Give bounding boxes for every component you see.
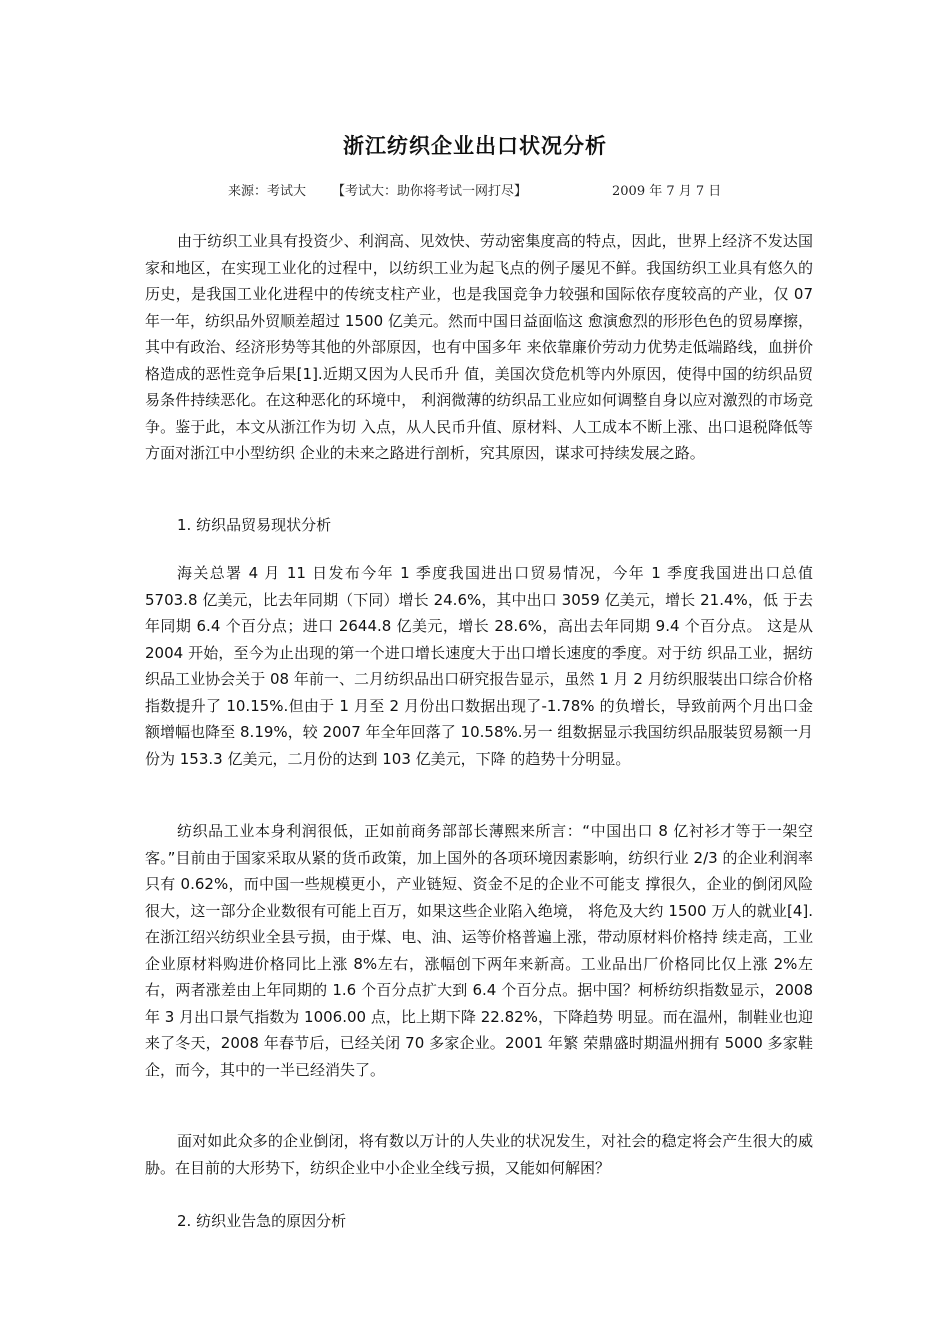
section-heading-2: 2. 纺织业告急的原因分析 [177, 1212, 347, 1230]
profit-paragraph: 纺织品工业本身利润很低，正如前商务部部长薄熙来所言：“中国出口 8 亿衬衫才等于一架空客。”目前由于国家采取从紧的货币政策，加上国外的各项环境因素影响，纺织行业 2/3 的企业利润率只有 0.62%，而中国一些规模更小，产业链短、资金不足的企业不可能支 撑很久，企业的倒闭风险很大，这一部分企业数很有可能上百万，如果这些企业陷入绝境， 将危及大约 1500 万人的就业[4].在浙江绍兴纺织业全县亏损，由于煤、电、油、运等价格普遍上涨，带动原材料价格持 续走高，工业企业原材料购进价格同比上涨 8%左右，涨幅创下两年来新高。工业品出厂价格同比仅上涨 2%左右，两者涨差由上年同期的 1.6 个百分点扩大到 6.4 个百分点。据中国？柯桥纺织指数显示，2008 年 3 月出口景气指数为 1006.00 点，比上期下降 22.82%，下降趋势 明显。而在温州，制鞋业也迎来了冬天，2008 年春节后，已经关闭 70 多家企业。2001 年繁 荣鼎盛时期温州拥有 5000 多家鞋企，而今，其中的一半已经消失了。 [145, 822, 813, 1079]
section-heading-1: 1. 纺织品贸易现状分析 [177, 516, 332, 534]
intro-paragraph: 由于纺织工业具有投资少、利润高、见效快、劳动密集度高的特点，因此，世界上经济不发达国家和地区，在实现工业化的过程中，以纺织工业为起飞点的例子屡见不鲜。我国纺织工业具有悠久的历史，是我国工业化进程中的传统支柱产业，也是我国竞争力较强和国际依存度较高的产业，仅 07 年一年，纺织品外贸顺差超过 1500 亿美元。然而中国日益面临这 愈演愈烈的形形色色的贸易摩擦，其中有政治、经济形势等其他的外部原因，也有中国多年 来依靠廉价劳动力优势走低端路线，血拼价格造成的恶性竞争后果[1].近期又因为人民币升 值，美国次贷危机等内外原因，使得中国的纺织品贸易条件持续恶化。在这种恶化的环境中， 利润微薄的纺织品工业应如何调整自身以应对激烈的市场竞争。鉴于此，本文从浙江作为切 入点，从人民币升值、原材料、人工成本不断上涨、出口退税降低等方面对浙江中小型纺织 企业的未来之路进行剖析，究其原因，谋求可持续发展之路。 [145, 232, 813, 462]
trade-status-paragraph: 海关总署 4 月 11 日发布今年 1 季度我国进出口贸易情况，今年 1 季度我国进出口总值 5703.8 亿美元，比去年同期（下同）增长 24.6%，其中出口 3059 亿美元，增长 21.4%，低 于去年同期 6.4 个百分点；进口 2644.8 亿美元，增长 28.6%，高出去年同期 9.4 个百分点。 这是从 2004 开始，至今为止出现的第一个进口增长速度大于出口增长速度的季度。对于纺 织品工业，据纺织品工业协会关于 08 年前一、二月纺织品出口研究报告显示，虽然 1 月 2 月纺织服装出口综合价格指数提升了 10.15%.但由于 1 月至 2 月份出口数据出现了-1.78% 的负增长，导致前两个月出口金额增幅也降至 8.19%，较 2007 年全年回落了 10.58%.另一 组数据显示我国纺织品服装贸易额一月份为 153.3 亿美元，二月份的达到 103 亿美元，下降 的趋势十分明显。 [145, 564, 813, 768]
document-title: 浙江纺织企业出口状况分析 [343, 134, 607, 158]
slogan-label: 【考试大：助你将考试一网打尽】 [332, 184, 528, 199]
date-label: 2009 年 7 月 7 日 [612, 184, 722, 199]
question-paragraph: 面对如此众多的企业倒闭，将有数以万计的人失业的状况发生，对社会的稳定将会产生很大的威胁。在目前的大形势下，纺织企业中小企业全线亏损，又能如何解困？ [145, 1132, 813, 1177]
source-label: 来源：考试大 [228, 184, 307, 199]
